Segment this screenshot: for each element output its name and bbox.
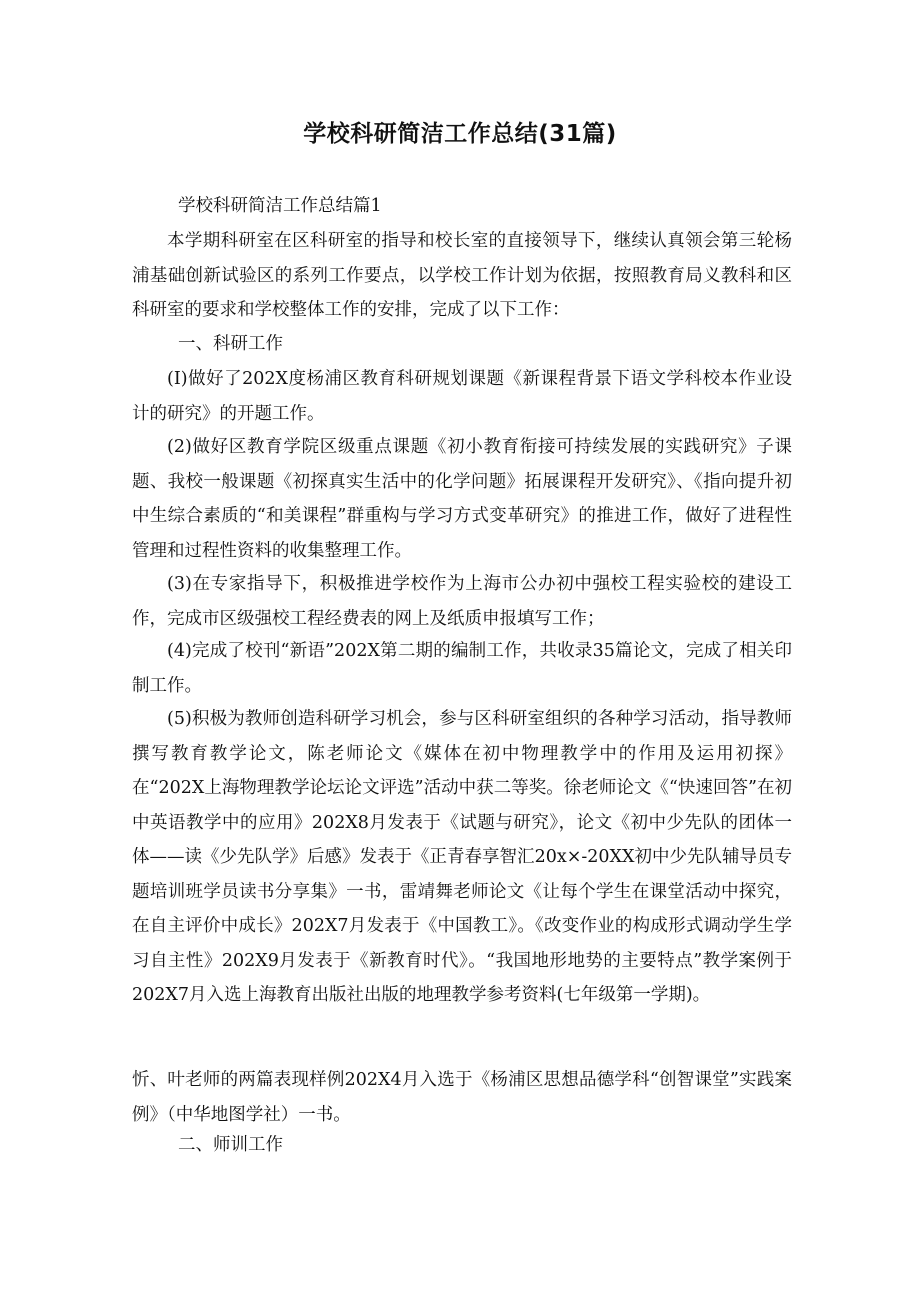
item-3-paragraph: (3)在专家指导下，积极推进学校作为上海市公办初中强校工程实验校的建设工作，完成市区级强校工程经费表的网上及纸质申报填写工作； (132, 574, 792, 629)
item-5-paragraph: (5)积极为教师创造科研学习机会，参与区科研室组织的各种学习活动，指导教师撰写教育教学论文，陈老师论文《媒体在初中物理教学中的作用及运用初探》在“202X上海物理教学论坛论文评选”活动中获二等奖。徐老师论文《“快速回答”在初中英语教学中的应用》202X8月发表于《试题与研究》，论文《初中少先队的团体一体——读《少先队学》后感》发表于《正青春享智汇20x×-20XX初中少先队辅导员专题培训班学员读书分享集》一书，雷靖舞老师论文《让每个学生在课堂活动中探究，在自主评价中成长》202X7月发表于《中国教工》。《改变作业的构成形式调动学生学习自主性》202X9月发表于《新教育时代》。“我国地形地势的主要特点”教学案例于202X7月入选上海教育出版社出版的地理教学参考资料(七年级第一学期)。 (132, 709, 792, 1005)
item-4-paragraph: (4)完成了校刊“新语”202X第二期的编制工作，共收录35篇论文，完成了相关印制工作。 (132, 641, 792, 696)
document-title: 学校科研简洁工作总结(31篇) (303, 121, 617, 147)
item-5-continuation: 忻、叶老师的两篇表现样例202X4月入选于《杨浦区思想品德学科“创智课堂”实践案例》（中华地图学社）一书。 (132, 1070, 792, 1125)
item-1-paragraph: (I)做好了202X度杨浦区教育科研规划课题《新课程背景下语文学科校本作业设计的研究》的开题工作。 (132, 369, 792, 424)
item-2-paragraph: (2)做好区教育学院区级重点课题《初小教育衔接可持续发展的实践研究》子课题、我校一般课题《初探真实生活中的化学问题》拓展课程开发研究》、《指向提升初中生综合素质的“和美课程”群重构与学习方式变革研究》的推进工作，做好了进程性管理和过程性资料的收集整理工作。 (132, 437, 792, 561)
section-heading-research: 一、科研工作 (178, 334, 283, 354)
intro-paragraph: 本学期科研室在区科研室的指导和校长室的直接领导下，继续认真领会第三轮杨浦基础创新试验区的系列工作要点，以学校工作计划为依据，按照教育局义教科和区科研室的要求和学校整体工作的安排，完成了以下工作： (132, 231, 792, 320)
section-heading-training: 二、师训工作 (178, 1135, 283, 1155)
article-heading: 学校科研简洁工作总结篇1 (178, 196, 382, 216)
